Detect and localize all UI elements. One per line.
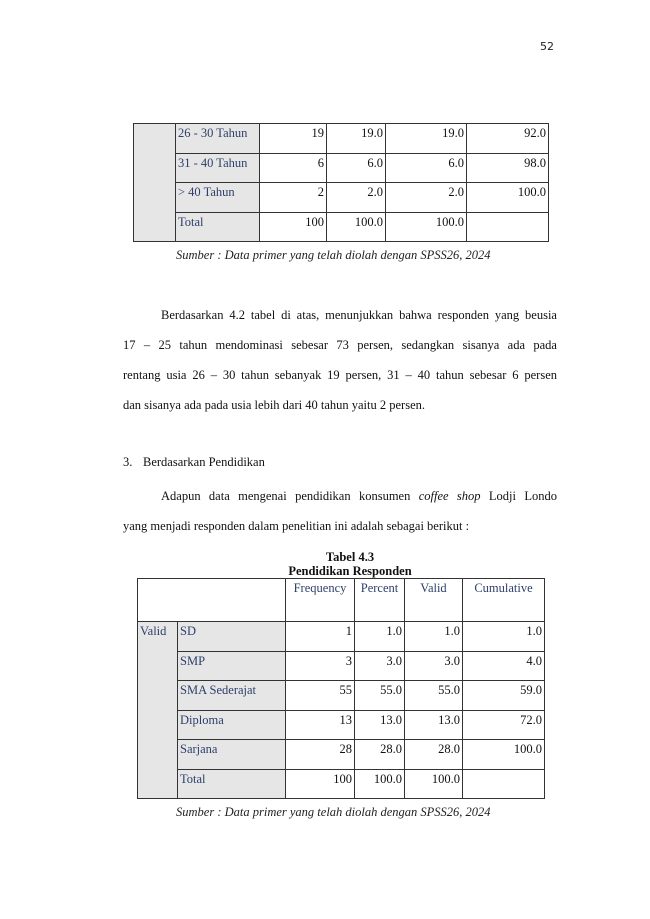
page-number: 52 — [540, 40, 554, 53]
table-row — [138, 622, 545, 652]
section-title: Berdasarkan Pendidikan — [143, 455, 265, 469]
cumulative-cell — [463, 769, 545, 799]
row-label: Total — [178, 769, 286, 799]
table-row — [138, 710, 545, 740]
paragraph-line: dan sisanya ada pada usia lebih dari 40 tahun yaitu 2 persen. — [123, 398, 425, 412]
cumulative-cell: 92.0 — [467, 124, 549, 154]
frequency-cell: 55 — [286, 681, 355, 711]
valid-group-label: Valid — [138, 622, 178, 799]
row-label: SD — [178, 622, 286, 652]
text-run: Adapun data mengenai pendidikan konsumen — [161, 489, 419, 503]
cumulative-cell: 59.0 — [463, 681, 545, 711]
percent-cell: 2.0 — [327, 183, 386, 213]
column-header: Percent — [355, 579, 405, 622]
valid-percent-cell: 19.0 — [386, 124, 467, 154]
table-source-note: Sumber : Data primer yang telah diolah dengan SPSS26, 2024 — [176, 248, 491, 262]
paragraph-line: 17 – 25 tahun mendominasi sebesar 73 persen, sedangkan sisanya ada pada — [123, 338, 557, 352]
table-caption-subtitle: Pendidikan Responden — [288, 564, 412, 578]
percent-cell: 1.0 — [355, 622, 405, 652]
table-row — [138, 769, 545, 799]
percent-cell: 19.0 — [327, 124, 386, 154]
italic-term: coffee shop — [418, 489, 481, 503]
percent-cell: 28.0 — [355, 740, 405, 770]
cumulative-cell: 72.0 — [463, 710, 545, 740]
valid-percent-cell: 100.0 — [386, 212, 467, 242]
column-header: Cumulative — [463, 579, 545, 622]
paragraph-line — [123, 481, 557, 511]
row-label: 26 - 30 Tahun — [176, 124, 260, 154]
valid-percent-cell: 1.0 — [405, 622, 463, 652]
table-source-note: Sumber : Data primer yang telah diolah dengan SPSS26, 2024 — [176, 805, 491, 819]
header-blank-cell — [138, 579, 286, 622]
valid-percent-cell: 3.0 — [405, 651, 463, 681]
percent-cell: 100.0 — [355, 769, 405, 799]
paragraph-line: yang menjadi responden dalam penelitian ini adalah sebagai berikut : — [123, 519, 470, 533]
valid-percent-cell: 13.0 — [405, 710, 463, 740]
cumulative-cell: 98.0 — [467, 153, 549, 183]
row-label: Diploma — [178, 710, 286, 740]
table-row — [138, 651, 545, 681]
column-header: Frequency — [286, 579, 355, 622]
table-row — [138, 740, 545, 770]
column-header: Valid — [405, 579, 463, 622]
valid-percent-cell: 2.0 — [386, 183, 467, 213]
table-caption — [0, 550, 650, 578]
section-heading — [123, 455, 265, 470]
row-label: SMP — [178, 651, 286, 681]
section-number: 3. — [123, 455, 133, 469]
row-group-cell — [134, 124, 176, 242]
table-header-row — [138, 579, 545, 622]
table-row — [138, 681, 545, 711]
paragraph-line: Berdasarkan 4.2 tabel di atas, menunjukkan bahwa responden yang beusia — [161, 308, 557, 322]
percent-cell: 6.0 — [327, 153, 386, 183]
row-label: 31 - 40 Tahun — [176, 153, 260, 183]
frequency-cell: 100 — [260, 212, 327, 242]
row-label: > 40 Tahun — [176, 183, 260, 213]
valid-percent-cell: 100.0 — [405, 769, 463, 799]
cumulative-cell: 4.0 — [463, 651, 545, 681]
cumulative-cell: 100.0 — [463, 740, 545, 770]
frequency-cell: 1 — [286, 622, 355, 652]
valid-percent-cell: 55.0 — [405, 681, 463, 711]
valid-percent-cell: 28.0 — [405, 740, 463, 770]
paragraph-age-summary — [123, 300, 557, 420]
table-row — [134, 183, 549, 213]
percent-cell: 13.0 — [355, 710, 405, 740]
cumulative-cell: 100.0 — [467, 183, 549, 213]
frequency-cell: 100 — [286, 769, 355, 799]
text-run: Lodji Londo — [480, 489, 557, 503]
frequency-cell: 3 — [286, 651, 355, 681]
cumulative-cell — [467, 212, 549, 242]
percent-cell: 3.0 — [355, 651, 405, 681]
frequency-cell: 13 — [286, 710, 355, 740]
valid-percent-cell: 6.0 — [386, 153, 467, 183]
frequency-cell: 19 — [260, 124, 327, 154]
cumulative-cell: 1.0 — [463, 622, 545, 652]
frequency-cell: 2 — [260, 183, 327, 213]
education-table — [137, 578, 545, 799]
row-label: SMA Sederajat — [178, 681, 286, 711]
frequency-cell: 6 — [260, 153, 327, 183]
row-label: Sarjana — [178, 740, 286, 770]
frequency-cell: 28 — [286, 740, 355, 770]
table-caption-title: Tabel 4.3 — [325, 550, 375, 564]
table-row — [134, 153, 549, 183]
table-row — [134, 124, 549, 154]
paragraph-education-intro — [123, 481, 557, 541]
row-label: Total — [176, 212, 260, 242]
table-row — [134, 212, 549, 242]
percent-cell: 100.0 — [327, 212, 386, 242]
paragraph-line: rentang usia 26 – 30 tahun sebanyak 19 persen, 31 – 40 tahun sebesar 6 persen — [123, 368, 557, 382]
percent-cell: 55.0 — [355, 681, 405, 711]
age-table-continuation — [133, 123, 549, 242]
